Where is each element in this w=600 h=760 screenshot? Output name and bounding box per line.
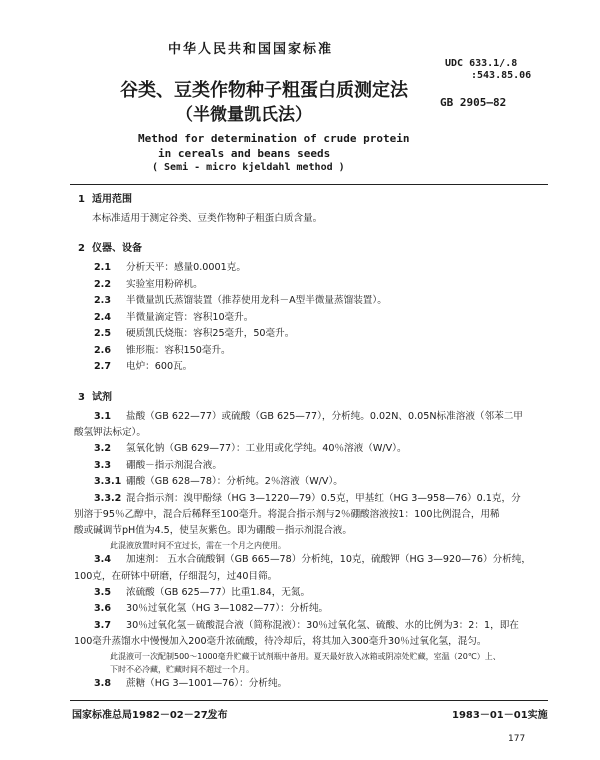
english-title-line-2: in cereals and beans seeds [158,147,331,160]
equipment-item [70,343,548,360]
document-body [70,190,548,693]
equipment-item-text: 锥形瓶：容积150毫升。 [126,344,231,356]
reagent-3-3-2-cont-2: 酸或碱调节pH值为4.5，使呈灰紫色。即为硼酸－指示剂混合液。 [74,525,352,536]
equipment-item [70,310,548,327]
section-2-heading: 2 仪器、设备 [78,243,142,254]
equipment-item-text: 分析天平：感量0.0001克。 [126,262,246,273]
udc-code [445,58,531,82]
equipment-list [70,260,548,376]
english-title-line-1: Method for determination of crude protein [138,132,410,145]
implementation-date: 1983－01－01实施 [452,710,548,721]
udc-line-1: UDC 633.1/.8 [445,58,518,69]
equipment-item-number: 2.1 [94,262,111,273]
note-peroxide-storage-1: 此混液可一次配制500～1000毫升贮藏于试剂瓶中备用。夏天最好放入冰箱或阴凉处贮藏，室温（20℃）上、 [110,652,501,661]
equipment-item-text: 半微量滴定管：容积10毫升。 [126,311,254,323]
reagent-3-1-cont: 酸氢钾法标定）。 [74,427,146,438]
equipment-item-text: 实验室用粉碎机。 [126,278,203,290]
equipment-item [70,326,548,343]
footer-divider [70,700,548,701]
reagent-3-3-1: 3.3.1 硼酸（GB 628—78）：分析纯。2％溶液（W/V）。 [94,476,343,487]
national-standard-label: 中华人民共和国国家标准 [168,42,334,57]
publication-date: 国家标准总局1982－02－27发布 [72,710,228,721]
reagent-3-6: 3.6 30％过氧化氢（HG 3—1082—77）：分析纯。 [94,603,329,614]
equipment-item-text: 半微量凯氏蒸馏装置（推荐使用龙科－A型半微量蒸馏装置）。 [126,295,387,306]
udc-line-2: :543.85.06 [471,70,532,81]
page-number: 177 [508,734,526,744]
section-1-text: 本标准适用于测定谷类、豆类作物种子粗蛋白质含量。 [92,213,323,224]
reagent-3-8: 3.8 蔗糖（HG 3—1001—76）：分析纯。 [94,678,288,689]
equipment-item-text: 硬质凯氏烧瓶：容积25毫升，50毫升。 [126,328,295,339]
reagent-3-7: 3.7 30％过氧化氢－硫酸混合液（简称混液）：30％过氧化氢、硫酸、水的比例为3：2：1，即在 [94,619,519,631]
equipment-item-number: 2.2 [94,278,111,290]
reagent-3-1: 3.1 盐酸（GB 622—77）或硫酸（GB 625—77），分析纯。0.02N、0.05N标准溶液（邻苯二甲 [94,410,523,422]
document-subtitle: （半微量凯氏法） [176,105,312,125]
section-1-heading: 1 适用范围 [78,194,132,205]
equipment-item [70,277,548,294]
equipment-item-number: 2.5 [94,328,111,339]
english-title-line-3: ( Semi - micro kjeldahl method ) [152,162,345,173]
header-divider [70,184,548,185]
equipment-item-number: 2.6 [94,344,111,356]
note-mixture-storage: 此混液放置时间不宜过长，需在一个月之内使用。 [110,541,286,550]
reagent-3-4-cont: 100克，在研钵中研磨，仔细混匀，过40目筛。 [74,570,278,582]
reagent-3-2: 3.2 氢氧化钠（GB 629—77）：工业用或化学纯。40％溶液（W/V）。 [94,443,407,454]
reagent-3-3: 3.3 硼酸－指示剂混合液。 [94,459,222,471]
equipment-item [70,359,548,376]
equipment-item-number: 2.7 [94,361,111,372]
footer-dash [206,718,216,719]
equipment-item [70,260,548,277]
reagent-3-5: 3.5 浓硫酸（GB 625—77）比重1.84，无氮。 [94,586,311,598]
reagent-3-4: 3.4 加速剂： 五水合硫酸铜（GB 665—78）分析纯，10克，硫酸钾（HG 3—920—76）分析纯， [94,554,531,565]
document-title: 谷类、豆类作物种子粗蛋白质测定法 [120,80,408,101]
equipment-item [70,293,548,310]
reagent-3-7-cont: 100毫升蒸馏水中慢慢加入200毫升浓硫酸，待冷却后，将其加入300毫升30％过氧化氢，混匀。 [74,636,487,647]
equipment-item-number: 2.4 [94,311,111,323]
equipment-item-text: 电炉：600瓦。 [126,361,193,372]
section-3-heading: 3 试剂 [78,391,112,403]
reagent-3-3-2-cont-1: 别溶于95％乙醇中，混合后稀释至100毫升。将混合指示剂与2％硼酸溶液按1：100比例混合，用稀 [74,509,500,520]
gb-number: GB 2905—82 [440,96,507,109]
reagent-3-3-2: 3.3.2 混合指示剂：溴甲酚绿（HG 3—1220—79）0.5克，甲基红（HG 3—958—76）0.1克，分 [94,492,521,504]
note-peroxide-storage-2: 下时不必冷藏，贮藏时间不超过一个月。 [110,665,254,674]
equipment-item-number: 2.3 [94,295,111,306]
